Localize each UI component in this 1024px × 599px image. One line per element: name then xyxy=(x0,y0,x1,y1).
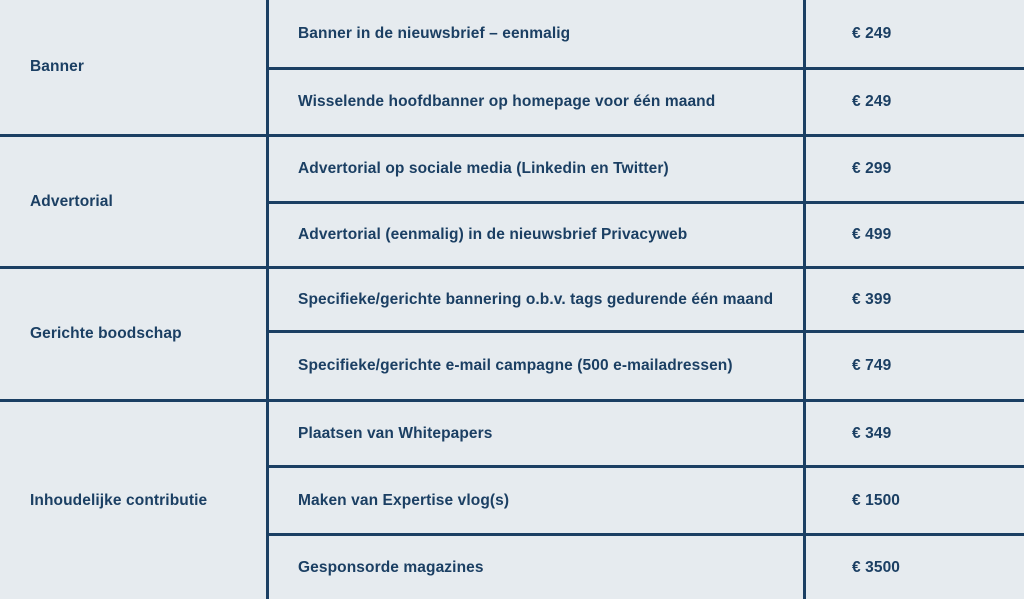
price-label: € 399 xyxy=(852,290,892,308)
category-label: Banner xyxy=(30,58,85,75)
price-label: € 3500 xyxy=(852,558,901,576)
service-label: Banner in de nieuwsbrief – eenmalig xyxy=(298,24,571,42)
service-label: Specifieke/gerichte e-mail campagne (500 e-mailadressen) xyxy=(298,357,733,374)
price-label: € 1500 xyxy=(852,491,901,509)
category-label: Gerichte boodschap xyxy=(30,325,182,342)
service-label: Specifieke/gerichte bannering o.b.v. tags gedurende één maand xyxy=(298,290,774,308)
category-label: Inhoudelijke contributie xyxy=(30,491,208,509)
price-label: € 249 xyxy=(852,93,892,110)
service-label: Plaatsen van Whitepapers xyxy=(298,424,493,442)
service-label: Advertorial (eenmalig) in de nieuwsbrief Privacyweb xyxy=(298,226,688,243)
price-label: € 749 xyxy=(852,357,892,374)
price-label: € 299 xyxy=(852,160,892,177)
service-label: Maken van Expertise vlog(s) xyxy=(298,491,510,509)
column-divider xyxy=(266,0,269,599)
column-divider xyxy=(803,0,806,599)
service-label: Advertorial op sociale media (Linkedin en Twitter) xyxy=(298,160,669,177)
category-label: Advertorial xyxy=(30,192,113,210)
service-label: Gesponsorde magazines xyxy=(298,558,484,576)
service-label: Wisselende hoofdbanner op homepage voor één maand xyxy=(298,93,716,110)
price-label: € 349 xyxy=(852,424,892,442)
price-label: € 249 xyxy=(852,24,892,42)
price-label: € 499 xyxy=(852,226,892,243)
